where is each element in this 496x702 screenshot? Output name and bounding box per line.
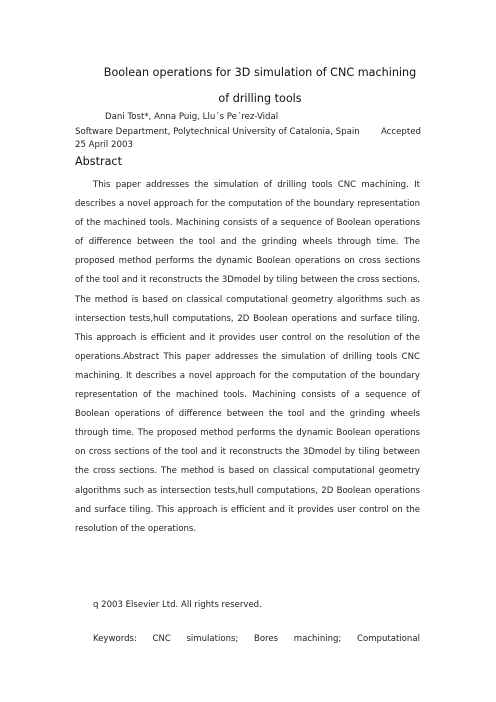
keywords-line: [93, 634, 420, 644]
copyright-notice: q 2003 Elsevier Ltd. All rights reserved.: [93, 600, 262, 610]
abstract-heading: Abstract: [75, 155, 122, 168]
paper-title-line-1: Boolean operations for 3D simulation of CNC machining: [103, 66, 417, 79]
keyword: Computational: [357, 634, 420, 644]
accepted-label: Accepted: [380, 127, 421, 137]
accepted-date: 25 April 2003: [75, 140, 133, 150]
keyword: machining;: [293, 634, 342, 644]
affiliation: Software Department, Polytechnical University of Catalonia, Spain: [75, 127, 360, 137]
affiliation-block: [75, 126, 421, 152]
keyword: CNC: [152, 634, 171, 644]
keyword: Bores: [254, 634, 279, 644]
keyword: simulations;: [186, 634, 239, 644]
author-list: Dani Tost*, Anna Puig, Llu´s Pe´rez-Vidal: [105, 112, 279, 122]
paper-title-line-2: of drilling tools: [218, 92, 302, 105]
abstract-body: This paper addresses the simulation of drilling tools CNC machining. It describes a novel approach for the computation of the boundary representation of the machined tools. Machining consists of a sequence of Boolean operations of difference between the tool and the grinding wheels through time. The proposed method performs the dynamic Boolean operations on cross sections of the tool and it reconstructs the 3Dmodel by tiling between the cross sections. The method is based on classical computational geometry algorithms such as intersection tests,hull computations, 2D Boolean operations and surface tiling. This approach is efficient and it provides user control on the resolution of the operations.Abstract This paper addresses the simulation of drilling tools CNC machining. It describes a novel approach for the computation of the boundary representation of the machined tools. Machining consists of a sequence of Boolean operations of difference between the tool and the grinding wheels through time. The proposed method performs the dynamic Boolean operations on cross sections of the tool and it reconstructs the 3Dmodel by tiling between the cross sections. The method is based on classical computational geometry algorithms such as intersection tests,hull computations, 2D Boolean operations and surface tiling. This approach is efficient and it provides user control on the resolution of the operations.: [75, 180, 420, 534]
keywords-label: Keywords:: [93, 634, 137, 644]
